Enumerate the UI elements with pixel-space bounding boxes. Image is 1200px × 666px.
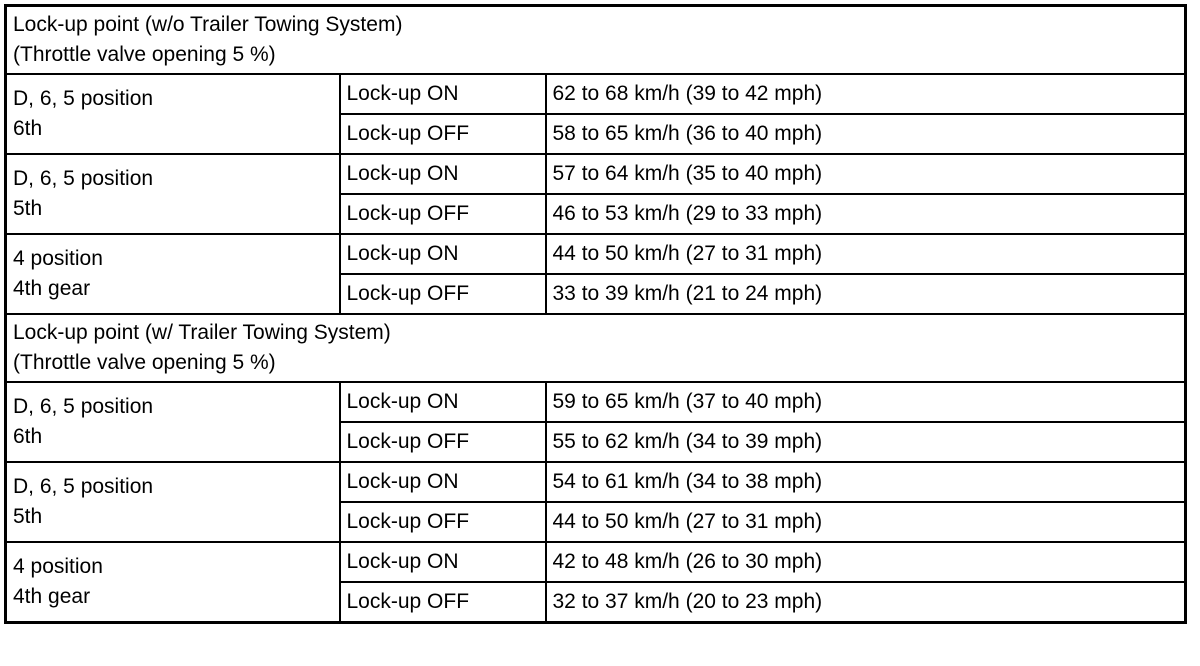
section-subtitle: (Throttle valve opening 5 %) (13, 43, 276, 66)
lockup-state-cell: Lock-up ON (340, 154, 546, 194)
lockup-state-cell: Lock-up ON (340, 74, 546, 114)
lockup-state-cell: Lock-up OFF (340, 274, 546, 314)
lockup-state-cell: Lock-up OFF (340, 422, 546, 462)
speed-cell: 42 to 48 km/h (26 to 30 mph) (546, 542, 1186, 582)
lockup-state-cell: Lock-up OFF (340, 502, 546, 542)
gear-label: 5th (13, 505, 43, 528)
section-subtitle: (Throttle valve opening 5 %) (13, 351, 276, 374)
section-header-row (6, 314, 1186, 382)
lockup-state-cell: Lock-up ON (340, 542, 546, 582)
lockup-state-cell: Lock-up OFF (340, 114, 546, 154)
lockup-spec-table (4, 4, 1187, 624)
table-row (6, 382, 1186, 422)
speed-cell: 57 to 64 km/h (35 to 40 mph) (546, 154, 1186, 194)
table-row (6, 74, 1186, 114)
speed-cell: 33 to 39 km/h (21 to 24 mph) (546, 274, 1186, 314)
table-row (6, 234, 1186, 274)
speed-cell: 59 to 65 km/h (37 to 40 mph) (546, 382, 1186, 422)
position-cell (6, 462, 340, 542)
position-cell (6, 74, 340, 154)
lockup-state-cell: Lock-up ON (340, 462, 546, 502)
section-header-cell (6, 314, 1186, 382)
speed-cell: 54 to 61 km/h (34 to 38 mph) (546, 462, 1186, 502)
section-header-cell (6, 6, 1186, 75)
lockup-state-cell: Lock-up OFF (340, 194, 546, 234)
lockup-state-cell: Lock-up ON (340, 382, 546, 422)
table-row (6, 462, 1186, 502)
position-cell (6, 382, 340, 462)
speed-cell: 44 to 50 km/h (27 to 31 mph) (546, 502, 1186, 542)
section-header-row (6, 6, 1186, 75)
table-row (6, 154, 1186, 194)
position-cell (6, 154, 340, 234)
gear-label: 4th gear (13, 277, 91, 300)
lockup-state-cell: Lock-up ON (340, 234, 546, 274)
lockup-state-cell: Lock-up OFF (340, 582, 546, 623)
speed-cell: 58 to 65 km/h (36 to 40 mph) (546, 114, 1186, 154)
section-title: Lock-up point (w/ Trailer Towing System) (13, 321, 391, 344)
speed-cell: 32 to 37 km/h (20 to 23 mph) (546, 582, 1186, 623)
position-cell (6, 234, 340, 314)
position-label: D, 6, 5 position (13, 87, 154, 110)
position-label: D, 6, 5 position (13, 475, 154, 498)
gear-label: 5th (13, 197, 43, 220)
position-label: 4 position (13, 555, 103, 578)
section-title: Lock-up point (w/o Trailer Towing System) (13, 13, 403, 36)
speed-cell: 46 to 53 km/h (29 to 33 mph) (546, 194, 1186, 234)
position-label: 4 position (13, 247, 103, 270)
gear-label: 6th (13, 425, 43, 448)
gear-label: 4th gear (13, 585, 91, 608)
table-row (6, 542, 1186, 582)
position-cell (6, 542, 340, 623)
speed-cell: 62 to 68 km/h (39 to 42 mph) (546, 74, 1186, 114)
gear-label: 6th (13, 117, 43, 140)
speed-cell: 44 to 50 km/h (27 to 31 mph) (546, 234, 1186, 274)
position-label: D, 6, 5 position (13, 395, 154, 418)
position-label: D, 6, 5 position (13, 167, 154, 190)
spec-table-frame (4, 4, 1187, 624)
speed-cell: 55 to 62 km/h (34 to 39 mph) (546, 422, 1186, 462)
